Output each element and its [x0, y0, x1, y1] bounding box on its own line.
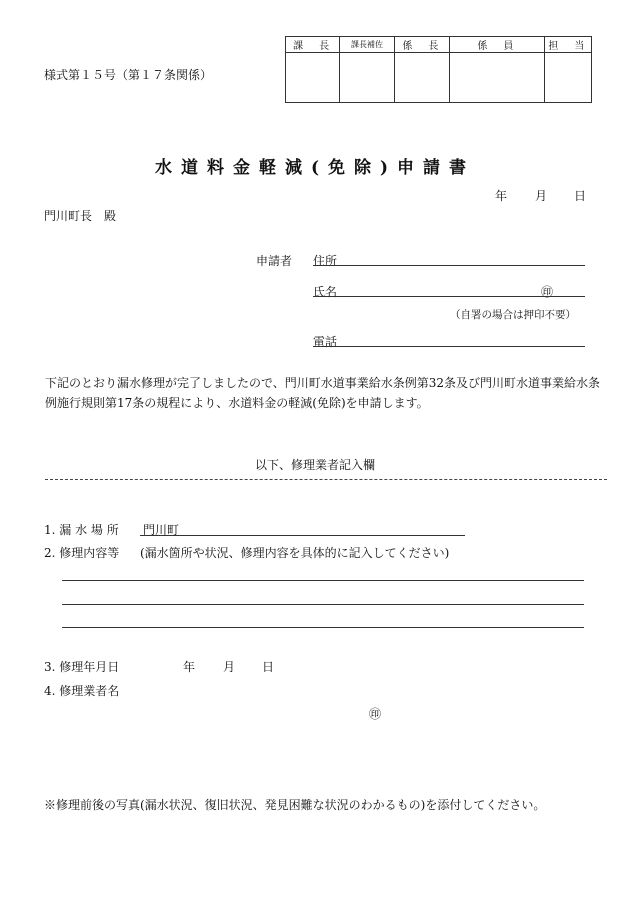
stamp-cell: [450, 53, 545, 103]
repair-date-year: 年: [183, 660, 196, 674]
approval-stamp-table: [285, 36, 592, 103]
date-year-label: 年: [495, 189, 508, 203]
leak-location-value: 門川町: [143, 523, 180, 537]
stamp-header-in-charge: 担 当: [544, 37, 591, 53]
footer-note: ※修理前後の写真(漏水状況、復旧状況、発見困難な状況のわかるもの)を添付してください。: [44, 798, 546, 812]
phone-field[interactable]: [313, 345, 585, 347]
stamp-cell: [340, 53, 394, 103]
stamp-cell: [544, 53, 591, 103]
name-field[interactable]: [313, 295, 585, 297]
repairer-name-label: 4. 修理業者名: [44, 684, 120, 698]
leak-location-field[interactable]: [140, 534, 465, 536]
stamp-header-deputy-chief: 課長補佐: [340, 37, 394, 53]
form-number: 様式第１５号（第１７条関係）: [44, 68, 213, 82]
date-day-label: 日: [574, 189, 587, 203]
address-field[interactable]: [313, 264, 585, 266]
stamp-cell: [286, 53, 340, 103]
stamp-header-subsection-chief: 係 長: [394, 37, 449, 53]
seal-mark: ㊞: [541, 285, 554, 299]
stamp-cell: [394, 53, 449, 103]
stamp-header-staff: 係 員: [450, 37, 545, 53]
repair-details-line-3[interactable]: [62, 626, 584, 628]
repairer-section-heading: 以下、修理業者記入欄: [254, 458, 375, 472]
leak-location-label: 1. 漏 水 場 所: [44, 523, 119, 537]
stamp-header-section-chief: 課 長: [286, 37, 340, 53]
repairer-seal-mark: ㊞: [369, 707, 382, 721]
repair-date-day: 日: [262, 660, 275, 674]
date-month-label: 月: [535, 189, 548, 203]
repair-date-month: 月: [223, 660, 236, 674]
phone-label: 電話: [313, 335, 338, 349]
repair-details-note: (漏水箇所や状況、修理内容を具体的に記入してください): [140, 546, 450, 560]
repair-details-line-1[interactable]: [62, 579, 584, 581]
section-divider: [45, 479, 607, 480]
application-statement: 下記のとおり漏水修理が完了しましたので、門川町水道事業給水条例第32条及び門川町水道事業給水条例施行規則第17条の規程により、水道料金の軽減(免除)を申請します。: [45, 376, 601, 410]
repair-details-label: 2. 修理内容等: [44, 546, 120, 560]
repair-details-line-2[interactable]: [62, 603, 584, 605]
recipient: 門川町長 殿: [44, 209, 117, 223]
repair-date-label: 3. 修理年月日: [44, 660, 120, 674]
page-title: 水道料金軽減(免除)申請書: [154, 158, 476, 178]
address-label: 住所: [313, 254, 338, 268]
applicant-label: 申請者: [256, 254, 293, 268]
seal-note: （自署の場合は押印不要）: [450, 309, 576, 321]
name-label: 氏名: [313, 285, 338, 299]
